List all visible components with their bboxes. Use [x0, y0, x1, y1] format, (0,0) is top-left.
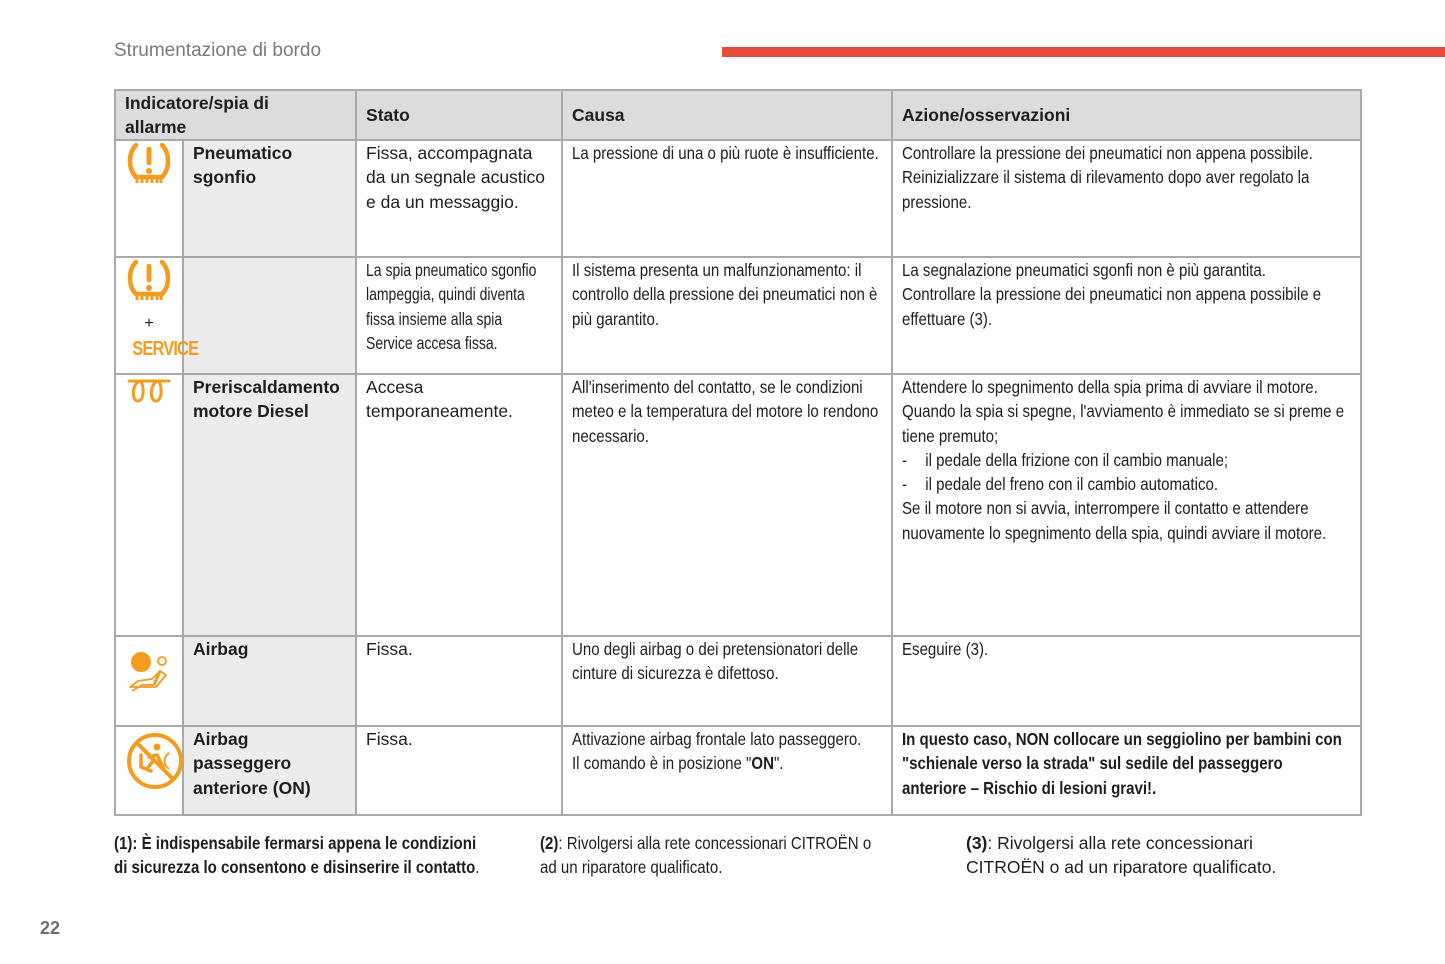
section-title: Strumentazione di bordo	[114, 40, 322, 61]
azione-text: Eseguire (3).	[902, 639, 989, 659]
plus-sign: +	[144, 315, 154, 333]
azione-cell	[892, 636, 1361, 726]
azione-text	[902, 258, 1350, 331]
table-row	[115, 374, 1361, 636]
azione-warning-text: In questo caso, NON collocare un seggiolino per bambini con "schienale verso la strada" sul sedile del passeggero anteriore – Rischio di lesioni gravi!.	[902, 729, 1342, 798]
indicator-name: Airbag passeggero anteriore (ON)	[183, 726, 356, 815]
stato-cell: Accesa temporaneamente.	[356, 374, 562, 636]
azione-line: Quando la spia si spegne, l'avviamento è immediato se si preme e tiene premuto;	[902, 401, 1345, 446]
azione-text	[902, 141, 1350, 214]
causa-text: Attivazione airbag frontale lato passeggero. Il comando è in posizione "ON".	[572, 729, 862, 774]
table-row	[115, 140, 1361, 257]
indicator-name: Preriscaldamento motore Diesel	[183, 374, 356, 636]
icon-cell	[115, 726, 183, 815]
table-row	[115, 726, 1361, 815]
causa-cell	[562, 140, 892, 257]
azione-line: Attendere lo spegnimento della spia prima di avviare il motore.	[902, 377, 1318, 397]
indicator-name	[183, 257, 356, 374]
causa-cell	[562, 726, 892, 815]
azione-line: Reinizializzare il sistema di rilevamento dopo aver regolato la pressione.	[902, 167, 1310, 212]
airbag-icon	[126, 649, 172, 693]
causa-cell	[562, 636, 892, 726]
footnote-1: (1): È indispensabile fermarsi appena le condizioni di sicurezza lo consentono e disinserire il contatto.	[114, 833, 480, 878]
causa-cell	[562, 374, 892, 636]
stato-cell: Fissa, accompagnata da un segnale acustico e da un messaggio.	[356, 140, 562, 257]
causa-text: La pressione di una o più ruote è insufficiente.	[572, 143, 879, 163]
indicator-name: Pneumatico sgonfio	[183, 140, 356, 257]
azione-line: Se il motore non si avvia, interrompere il contatto e attendere nuovamente lo spegnimento della spia, quindi avviare il motore.	[902, 498, 1327, 543]
column-header-azione: Azione/osservazioni	[892, 90, 1361, 140]
service-warning-icon: SERVICE	[132, 337, 199, 360]
tire-pressure-warning-icon	[126, 258, 172, 304]
azione-text	[902, 375, 1350, 545]
table-row	[115, 257, 1361, 374]
column-header-causa: Causa	[562, 90, 892, 140]
azione-cell	[892, 257, 1361, 374]
azione-line: La segnalazione pneumatici sgonfi non è più garantita.	[902, 260, 1266, 280]
header-accent-bar	[722, 47, 1445, 57]
azione-cell	[892, 140, 1361, 257]
table-header-row	[115, 90, 1361, 140]
azione-line: Controllare la pressione dei pneumatici non appena possibile e effettuare (3).	[902, 284, 1322, 329]
icon-cell	[115, 636, 183, 726]
azione-list-item: - il pedale del freno con il cambio automatico.	[902, 474, 1219, 495]
stato-cell: Fissa.	[356, 726, 562, 815]
table-row	[115, 636, 1361, 726]
page-number: 22	[40, 918, 61, 938]
icon-cell	[115, 257, 199, 374]
azione-line: Controllare la pressione dei pneumatici non appena possibile.	[902, 143, 1313, 163]
column-header-stato: Stato	[356, 90, 562, 140]
footnote-2: (2): Rivolgersi alla rete concessionari CITROËN o ad un riparatore qualificato.	[540, 833, 872, 878]
azione-cell	[892, 726, 1361, 815]
causa-text: Uno degli airbag o dei pretensionatori delle cinture di sicurezza è difettoso.	[572, 639, 859, 684]
stato-cell: Fissa.	[356, 636, 562, 726]
azione-list-item: - il pedale della frizione con il cambio manuale;	[902, 449, 1229, 470]
indicator-name: Airbag	[183, 636, 356, 726]
column-header-indicator: Indicatore/spia di allarme	[115, 90, 356, 140]
footnote-3: (3): Rivolgersi alla rete concessionari CITROËN o ad un riparatore qualificato.	[966, 833, 1277, 878]
icon-cell	[115, 374, 183, 636]
warning-lights-table	[114, 89, 1362, 816]
passenger-airbag-on-icon	[125, 731, 185, 791]
glow-plug-preheating-icon	[126, 375, 172, 405]
tire-pressure-warning-icon	[126, 141, 172, 187]
azione-cell	[892, 374, 1361, 636]
stato-text: La spia pneumatico sgonfio lampeggia, quindi diventa fissa insieme alla spia Service accesa fissa.	[366, 260, 537, 353]
causa-text: Il sistema presenta un malfunzionamento: il controllo della pressione dei pneumatici non è più garantito.	[572, 260, 878, 329]
stato-cell	[356, 257, 562, 374]
causa-text: All'inserimento del contatto, se le condizioni meteo e la temperatura del motore lo rendono necessario.	[572, 377, 879, 446]
icon-cell	[115, 140, 183, 257]
causa-cell	[562, 257, 892, 374]
